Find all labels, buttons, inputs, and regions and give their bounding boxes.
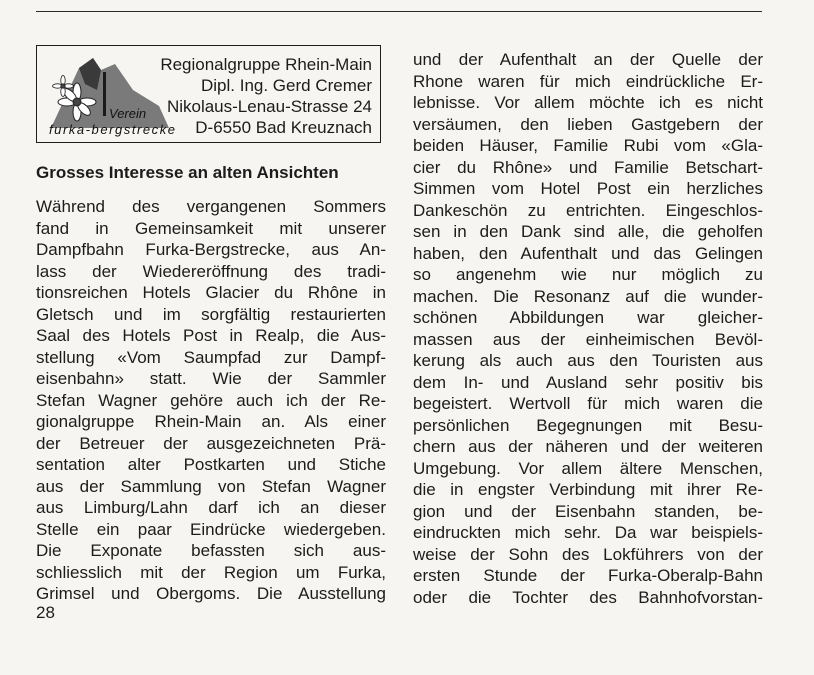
text-line: Saal des Hotels Post in Realp, die Aus- (36, 326, 386, 345)
text-line: massen aus der einheimischen Bevöl- (413, 329, 763, 349)
text-line: so angenehm wie nur möglich zu (413, 265, 763, 284)
logo-signpost (103, 72, 106, 116)
text-line: eindruckten mich sehr. Da war beispiels- (413, 523, 763, 542)
text-line: stellung «Vom Saumpfad zur Dampf- (36, 347, 386, 367)
text-line: Dankeschön zu entrichten. Eingeschlos- (413, 200, 763, 220)
text-line: Während des vergangenen Sommers (36, 197, 386, 216)
text-line: sentation alter Postkarten und Stiche (36, 455, 386, 474)
page-number: 28 (36, 603, 55, 622)
text-line: lass der Wiedereröffnung des tradi- (36, 261, 386, 281)
text-line: schliesslich mit der Region um Furka, (36, 562, 386, 582)
text-line: Umgebung. Vor allem ältere Menschen, (413, 458, 763, 478)
text-line: aus Limburg/Lahn darf ich an dieser (36, 498, 386, 517)
address-line: Nikolaus-Lenau-Strasse 24 (166, 97, 372, 116)
text-line: Dampfbahn Furka-Bergstrecke, aus An- (36, 240, 386, 259)
text-line: sen in den Dank sind alle, die geholfen (413, 222, 763, 241)
text-line: Stelle ein paar Eindrücke wiedergeben. (36, 519, 386, 539)
text-line: chern aus der näheren und der weiteren (413, 437, 763, 456)
text-line: ersten Stunde der Furka-Oberalp-Bahn (413, 566, 763, 585)
address-box (36, 45, 381, 143)
text-line: versäumen, den lieben Gastgebern der (413, 114, 763, 134)
text-line: gionalgruppe Rhein-Main an. Als einer (36, 412, 386, 431)
text-line: kerung als auch aus den Touristen aus (413, 351, 763, 370)
text-line: cier du Rhône» und Familie Betschart- (413, 157, 763, 177)
text-line: Stefan Wagner gehöre auch ich der Re- (36, 390, 386, 410)
left-column-text (36, 196, 386, 605)
text-line: aus der Sammlung von Stefan Wagner (36, 476, 386, 496)
top-rule (36, 11, 762, 12)
text-line: gion und der Eisenbahn standen, be- (413, 501, 763, 521)
text-line: beiden Häuser, Familie Rubi vom «Gla- (413, 136, 763, 155)
article-heading: Grosses Interesse an alten Ansichten (36, 163, 339, 182)
text-line: Gletsch und im sorgfältig restaurierten (36, 304, 386, 324)
address-line: Regionalgruppe Rhein-Main (160, 55, 372, 74)
text-line: persönlichen Begegnungen mit Besu- (413, 415, 763, 435)
text-line: Rhone waren für mich eindrückliche Er- (413, 71, 763, 91)
text-line: eisenbahn» statt. Wie der Sammler (36, 369, 386, 388)
text-line: die in engster Verbindung mit ihrer Re- (413, 480, 763, 499)
text-line: schönen Abbildungen war gleicher- (413, 308, 763, 327)
text-line: Simmen vom Hotel Post ein herzliches (413, 179, 763, 198)
right-column-text (413, 49, 763, 608)
text-line: Grimsel und Obergoms. Die Ausstellung (36, 584, 386, 603)
address-line: Dipl. Ing. Gerd Cremer (201, 76, 372, 95)
text-line: Die Exponate befassten sich aus- (36, 541, 386, 560)
text-line: oder die Tochter des Bahnhofvorstan- (413, 587, 763, 607)
text-line: der Betreuer der ausgezeichneten Prä- (36, 433, 386, 453)
text-line: fand in Gemeinsamkeit mit unserer (36, 218, 386, 238)
text-line: tionsreichen Hotels Glacier du Rhône in (36, 283, 386, 302)
text-line: haben, den Aufenthalt und das Gelingen (413, 243, 763, 263)
logo-text-verein: Verein (109, 106, 147, 121)
text-line: machen. Die Resonanz auf die wunder- (413, 286, 763, 306)
text-line: dem In- und Ausland sehr positiv bis (413, 372, 763, 392)
text-line: lebnisse. Vor allem möchte ich es nicht (413, 93, 763, 112)
text-line: begeistert. Wertvoll für mich waren die (413, 394, 763, 413)
address-line: D-6550 Bad Kreuznach (195, 118, 372, 137)
text-line: und der Aufenthalt an der Quelle der (413, 50, 763, 69)
address-block (160, 54, 372, 138)
text-line: weise der Sohn des Lokführers von der (413, 544, 763, 564)
logo-text-furka: furka-bergstrecke (49, 122, 175, 137)
